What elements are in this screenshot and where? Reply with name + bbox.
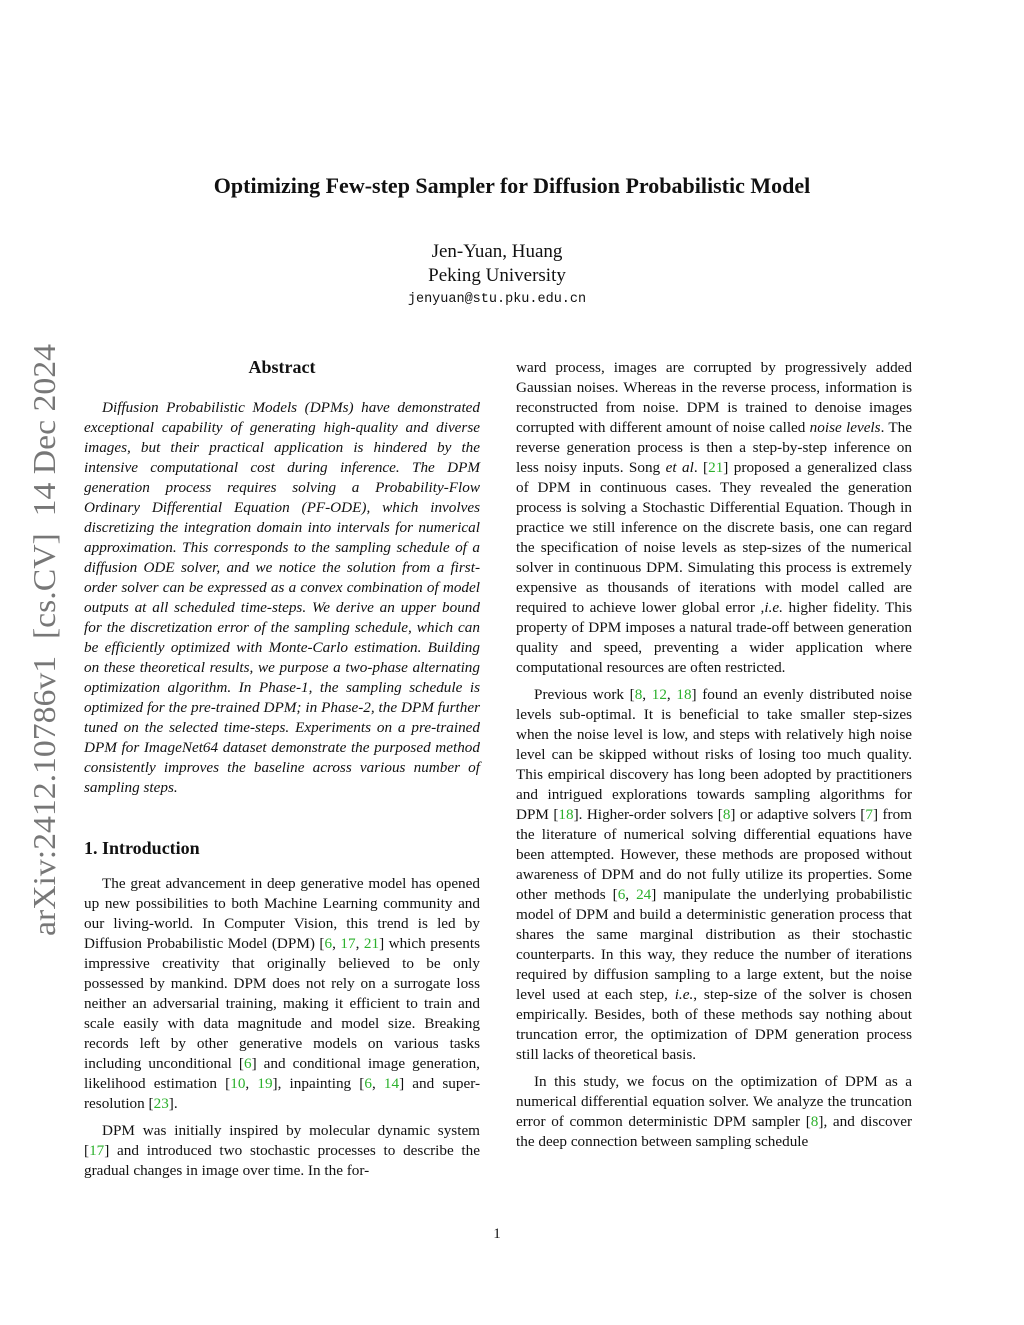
left-column bbox=[84, 356, 480, 1181]
citation-link[interactable]: 14 bbox=[383, 1075, 400, 1092]
citation-link[interactable]: 17 bbox=[340, 935, 356, 952]
citation-link[interactable]: 19 bbox=[257, 1075, 273, 1092]
citation-link[interactable]: 6 bbox=[364, 1075, 372, 1092]
citation-link[interactable]: 18 bbox=[676, 686, 692, 703]
citation-link[interactable]: 8 bbox=[634, 686, 643, 703]
citation-link[interactable]: 18 bbox=[558, 806, 574, 823]
citation-link[interactable]: 24 bbox=[636, 886, 652, 903]
page-number: 1 bbox=[493, 1226, 501, 1242]
citation-link[interactable]: 8 bbox=[810, 1113, 819, 1130]
arxiv-stamp-text: arXiv:2412.10786v1 [cs.CV] 14 Dec 2024 bbox=[27, 383, 62, 936]
citation-link[interactable]: 21 bbox=[363, 935, 380, 952]
citation-link[interactable]: 23 bbox=[153, 1095, 169, 1112]
citation-link[interactable]: 10 bbox=[230, 1075, 246, 1092]
intro-paragraph-1: The great advancement in deep generative model has opened up new possibilities to both Machine Learning community and our living-world. In Computer Vision, this trend is led by Diffusion Probabilistic Model (DPM) [6, 17, 21] which presents impressive creativity that originally believed to be only possessed by mankind. DPM does not rely on a surrogate loss neither an adversarial training, making it efficient to train and scale easily with data magnitude and model size. Breaking records left by other generative models on various tasks including unconditional [6] and conditional image generation, likelihood estimation [10, 19], inpainting [6, 14] and super-resolution [23]. bbox=[84, 875, 481, 1112]
abstract-heading: Abstract bbox=[248, 357, 316, 377]
citation-link[interactable]: 6 bbox=[324, 935, 333, 952]
intro-paragraph-2-continued: ward process, images are corrupted by progressively added Gaussian noises. Whereas in the reverse process, information is reconstructed from noise. DPM is trained to denoise images corrupted with different amount of noise called noise levels. The reverse generation process is then a step-by-step inference on less noisy inputs. Song et al. [21] proposed a generalized class of DPM in continuous cases. They revealed the generation process is solving a Stochastic Differential Equation. Though in practice we still inference on the discrete basis, one can regard the specification of noise levels as step-sizes of the numerical solver in continuous DPM. Simulating this process is extremely expensive as thousands of iterations with model called are required to achieve lower global error ,i.e. higher fidelity. This property of DPM imposes a natural trade-off between generation quality and speed, preventing a wider application where computational resources are often restricted. bbox=[516, 359, 913, 676]
citation-link[interactable]: 6 bbox=[617, 886, 626, 903]
citation-link[interactable]: 7 bbox=[865, 806, 873, 823]
abstract-text: Diffusion Probabilistic Models (DPMs) have demonstrated exceptional capability of generating high-quality and diverse images, but their practical application is hindered by the intensive computational cost during inference. The DPM generation process requires solving a Probability-Flow Ordinary Differential Equation (PF-ODE), which involves discretizing the integration domain into intervals for numerical approximation. This corresponds to the sampling schedule of a diffusion ODE solver, and we notice the solution from a first-order solver can be expressed as a convex combination of model outputs at all scheduled time-steps. We derive an upper bound for the discretization error of the sampling schedule, which can be efficiently optimized with Monte-Carlo estimation. Building on these theoretical results, we purpose a two-phase alternating optimization algorithm. In Phase-1, the sampling schedule is optimized for the pre-trained DPM; in Phase-2, the DPM further tuned on the selected time-steps. Experiments on a pre-trained DPM for ImageNet64 dataset demonstrate the purposed method consistently improves the baseline across various number of sampling steps. bbox=[84, 399, 480, 796]
intro-paragraph-3: Previous work [8, 12, 18] found an evenly distributed noise levels sub-optimal. It is beneficial to take smaller step-sizes when the noise level is low, and steps with relatively high noise level can be skipped without risks of losing too much quality. This empirical discovery has long been adopted by practitioners and intrigued explorations towards sampling algorithms for DPM [18]. Higher-order solvers [8] or adaptive solvers [7] from the literature of numerical solving differential equations have been attempted. However, these methods are proposed without awareness of DPM and do not fully utilize its properties. Some other methods [6, 24] manipulate the underlying probabilistic model of DPM and build a deterministic generation process that shares the same marginal distribution as their stochastic counterparts. In this way, they reduce the number of iterations required by diffusion sampling to a large extent, but the noise level used at each step, i.e., step-size of the solver is chosen empirically. Besides, both of these methods say nothing about truncation error, the optimization of DPM generation process still lacks of theoretical basis. bbox=[516, 686, 913, 1063]
citation-link[interactable]: 8 bbox=[722, 806, 731, 823]
author-name: Jen-Yuan, Huang bbox=[431, 241, 563, 262]
intro-paragraph-2: DPM was initially inspired by molecular dynamic system [17] and introduced two stochastic processes to describe the gradual changes in image over time. In the for- bbox=[84, 1122, 480, 1179]
citation-link[interactable]: 17 bbox=[89, 1142, 105, 1159]
paper-title: Optimizing Few-step Sampler for Diffusion Probabilistic Model bbox=[213, 173, 811, 198]
citation-link[interactable]: 21 bbox=[708, 459, 724, 476]
introduction-heading: 1. Introduction bbox=[84, 838, 200, 858]
author-email[interactable]: jenyuan@stu.pku.edu.cn bbox=[407, 292, 587, 307]
arxiv-stamp bbox=[24, 340, 64, 940]
author-affiliation: Peking University bbox=[428, 265, 566, 286]
citation-link[interactable]: 12 bbox=[651, 686, 667, 703]
right-column bbox=[516, 358, 912, 1152]
intro-paragraph-4: In this study, we focus on the optimization of DPM as a numerical differential equation solver. We analyze the truncation error of common deterministic DPM sampler [8], and discover the deep connection between sampling schedule bbox=[516, 1073, 913, 1150]
citation-link[interactable]: 6 bbox=[243, 1055, 252, 1072]
